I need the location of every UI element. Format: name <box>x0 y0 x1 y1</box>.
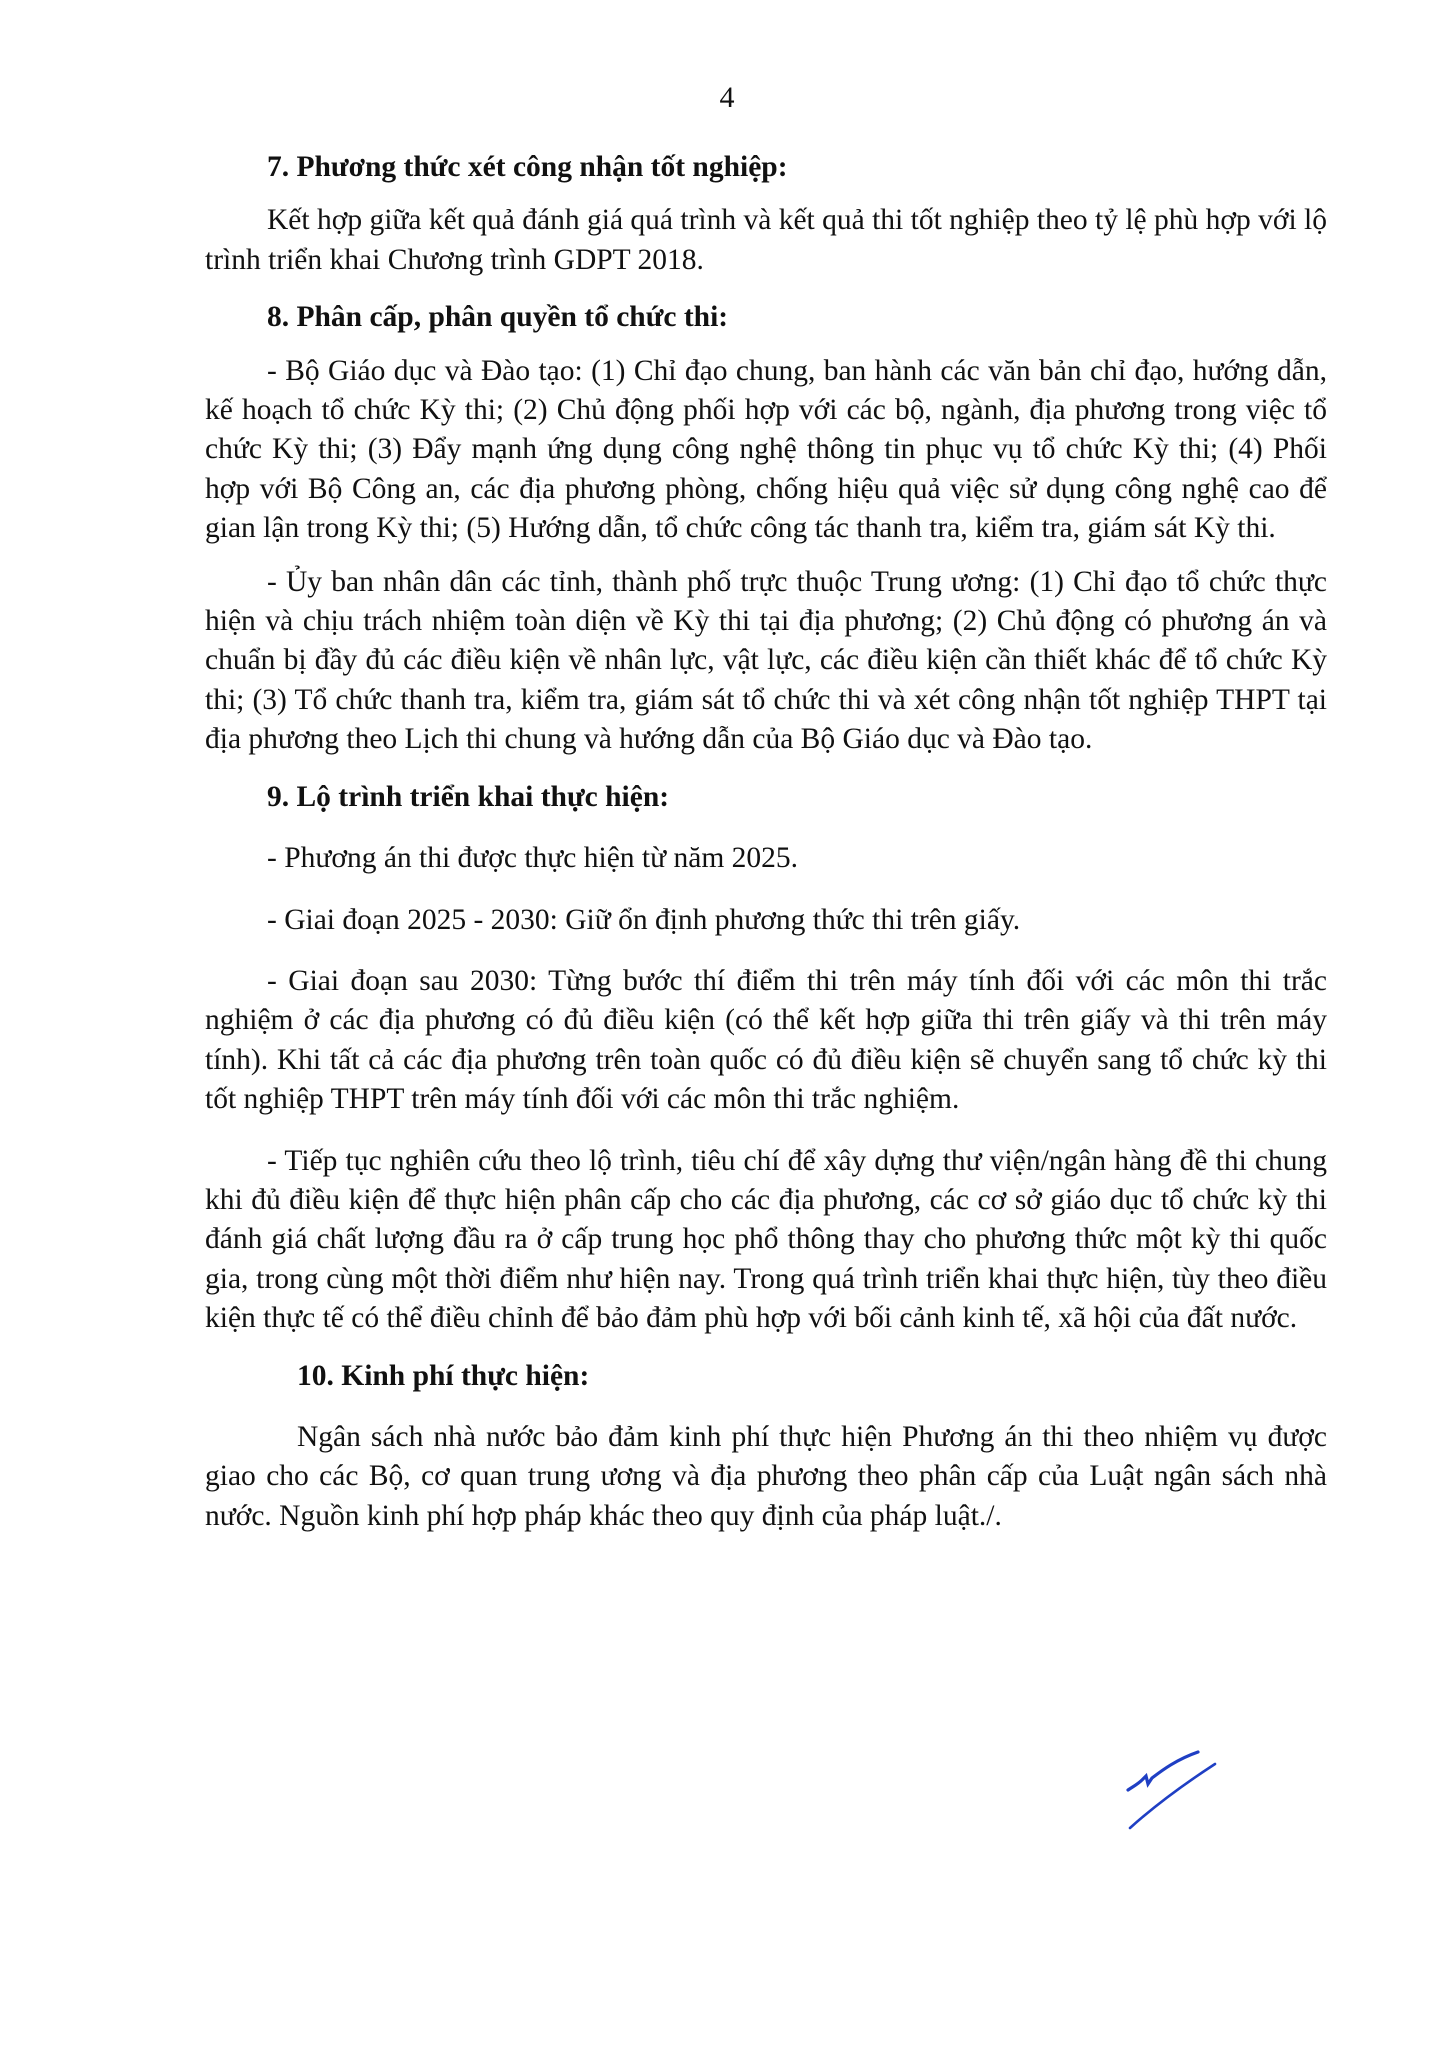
paragraph: - Giai đoạn sau 2030: Từng bước thí điểm thi trên máy tính đối với các môn thi trắc nghiệm ở các địa phương có đủ điều kiện (có thể kết hợp giữa thi trên giấy và thi trên máy tính). Khi tất cả các địa phương trên toàn quốc có đủ điều kiện sẽ chuyển sang tổ chức kỳ thi tốt nghiệp THPT trên máy tính đối với các môn thi trắc nghiệm. <box>205 964 1327 1116</box>
paragraph: - Giai đoạn 2025 - 2030: Giữ ổn định phương thức thi trên giấy. <box>267 903 1021 936</box>
section-heading: 10. Kinh phí thực hiện: <box>297 1359 590 1392</box>
section-10 <box>205 1357 1327 1537</box>
paragraph: Kết hợp giữa kết quả đánh giá quá trình và kết quả thi tốt nghiệp theo tỷ lệ phù hợp với lộ trình triển khai Chương trình GDPT 2018. <box>205 204 1327 276</box>
paragraph: - Tiếp tục nghiên cứu theo lộ trình, tiêu chí để xây dựng thư viện/ngân hàng đề thi chung khi đủ điều kiện để thực hiện phân cấp cho các địa phương, các cơ sở giáo dục tổ chức kỳ thi đánh giá chất lượng đầu ra ở cấp trung học phổ thông thay cho phương thức một kỳ thi quốc gia, trong cùng một thời điểm như hiện nay. Trong quá trình triển khai thực hiện, tùy theo điều kiện thực tế có thể điều chỉnh để bảo đảm phù hợp với bối cảnh kinh tế, xã hội của đất nước. <box>205 1144 1327 1335</box>
section-heading: 8. Phân cấp, phân quyền tổ chức thi: <box>267 301 729 334</box>
signature-initials-icon <box>1120 1750 1240 1830</box>
section-heading: 9. Lộ trình triển khai thực hiện: <box>267 780 670 813</box>
section-9 <box>205 778 1327 1339</box>
page-number: 4 <box>719 81 735 114</box>
section-8 <box>205 298 1327 759</box>
document-body <box>205 148 1327 1536</box>
paragraph: Ngân sách nhà nước bảo đảm kinh phí thực hiện Phương án thi theo nhiệm vụ được giao cho các Bộ, cơ quan trung ương và địa phương theo phân cấp của Luật ngân sách nhà nước. Nguồn kinh phí hợp pháp khác theo quy định của pháp luật./. <box>205 1420 1327 1532</box>
paragraph: - Ủy ban nhân dân các tỉnh, thành phố trực thuộc Trung ương: (1) Chỉ đạo tổ chức thực hiện và chịu trách nhiệm toàn diện về Kỳ thi tại địa phương; (2) Chủ động có phương án và chuẩn bị đầy đủ các điều kiện về nhân lực, vật lực, các điều kiện cần thiết khác để tổ chức Kỳ thi; (3) Tổ chức thanh tra, kiểm tra, giám sát tổ chức thi và xét công nhận tốt nghiệp THPT tại địa phương theo Lịch thi chung và hướng dẫn của Bộ Giáo dục và Đào tạo. <box>205 565 1327 756</box>
paragraph: - Phương án thi được thực hiện từ năm 2025. <box>267 842 799 875</box>
section-heading: 7. Phương thức xét công nhận tốt nghiệp: <box>267 151 788 183</box>
section-7 <box>205 148 1327 280</box>
paragraph: - Bộ Giáo dục và Đào tạo: (1) Chỉ đạo chung, ban hành các văn bản chỉ đạo, hướng dẫn, kế hoạch tổ chức Kỳ thi; (2) Chủ động phối hợp với các bộ, ngành, địa phương trong việc tổ chức Kỳ thi; (3) Đẩy mạnh ứng dụng công nghệ thông tin phục vụ tổ chức Kỳ thi; (4) Phối hợp với Bộ Công an, các địa phương phòng, chống hiệu quả việc sử dụng công nghệ cao để gian lận trong Kỳ thi; (5) Hướng dẫn, tổ chức công tác thanh tra, kiểm tra, giám sát Kỳ thi. <box>205 354 1327 545</box>
